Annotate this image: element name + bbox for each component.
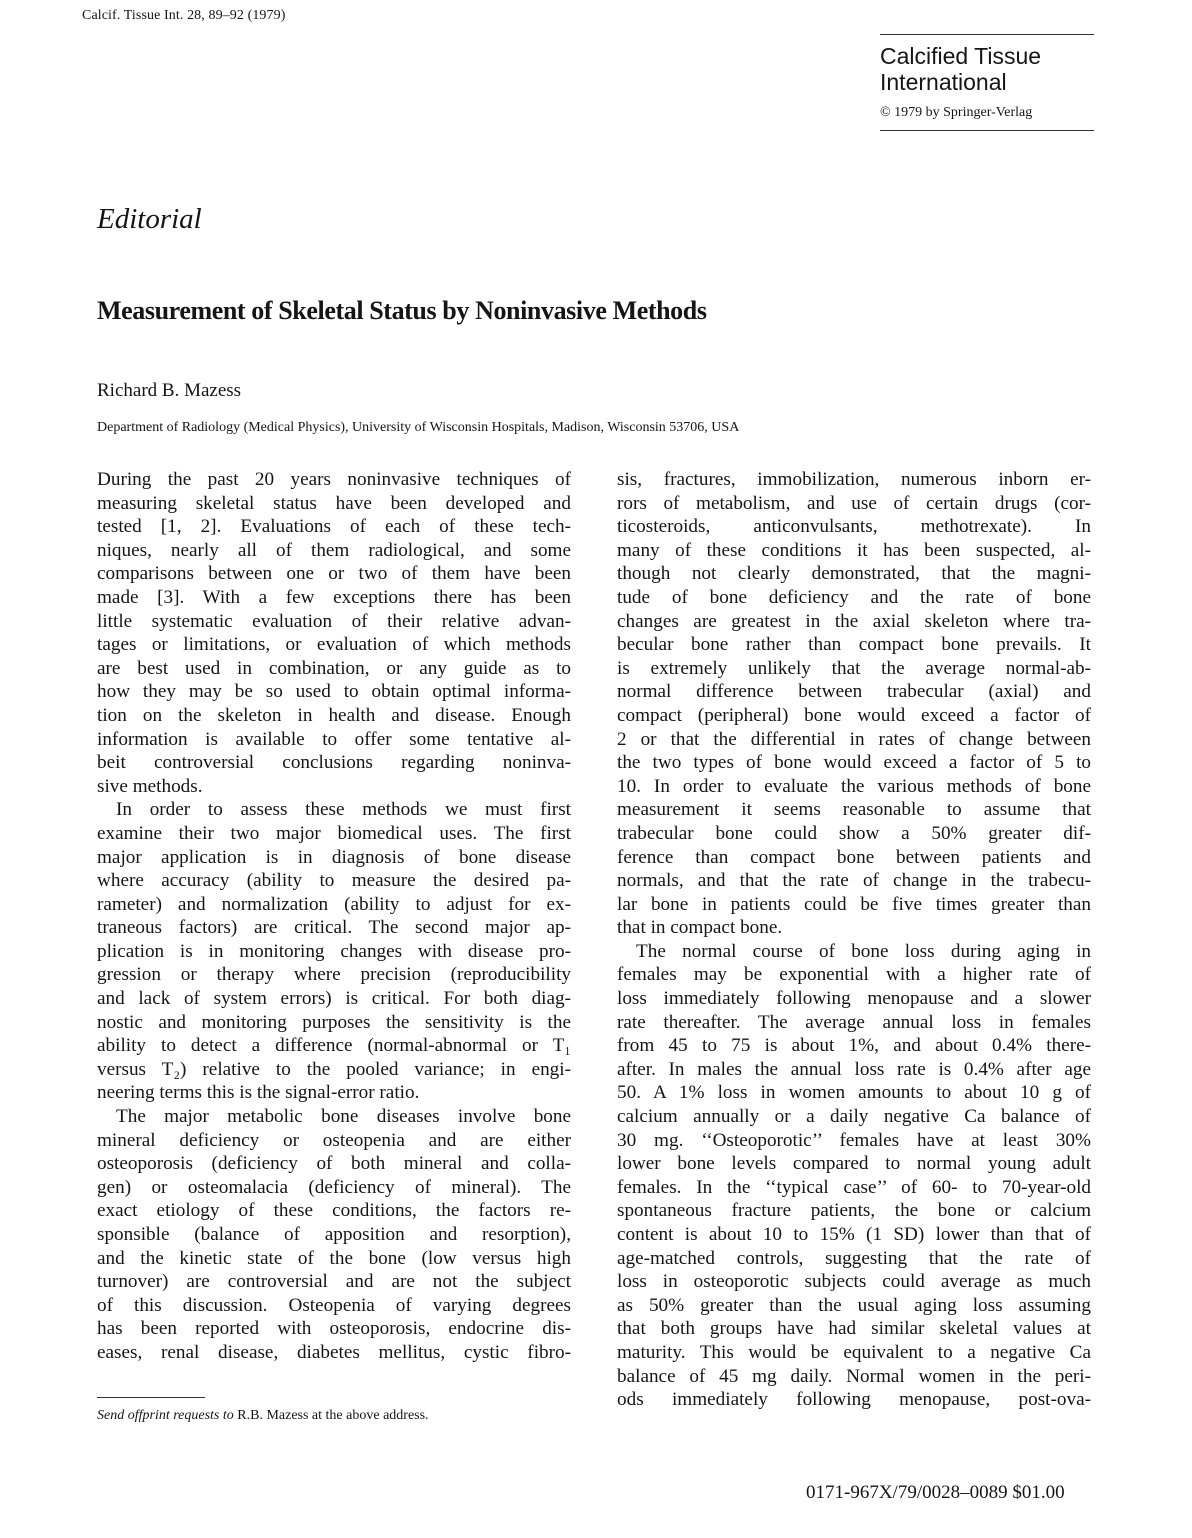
text-line: major application is in diagnosis of bone disease xyxy=(97,846,571,868)
text-line: osteoporosis (deficiency of both mineral and colla- xyxy=(97,1153,571,1175)
text-line: spontaneous fracture patients, the bone or calcium xyxy=(617,1200,1091,1222)
text-line: how they may be so used to obtain optimal informa- xyxy=(97,681,571,703)
text-line: lar bone in patients could be five times greater than xyxy=(617,893,1091,915)
text-line: mineral deficiency or osteopenia and are either xyxy=(97,1129,571,1151)
section-label: Editorial xyxy=(97,203,202,235)
text-line: lower bone levels compared to normal young adult xyxy=(617,1153,1091,1175)
text-line: tude of bone deficiency and the rate of bone xyxy=(617,586,1091,608)
text-line: 10. In order to evaluate the various methods of bone xyxy=(617,775,1091,797)
text-line: that in compact bone. xyxy=(617,917,783,939)
text-line: loss in osteoporotic subjects could average as much xyxy=(617,1271,1091,1293)
footnote-italic: Send offprint requests to xyxy=(97,1408,234,1423)
text-line: females. In the ‘‘typical case’’ of 60- to 70-year-old xyxy=(617,1176,1091,1198)
text-line: compact (peripheral) bone would exceed a factor of xyxy=(617,704,1091,726)
text-line: made [3]. With a few exceptions there has been xyxy=(97,586,571,608)
text-line: though not clearly demonstrated, that the magni- xyxy=(617,563,1091,585)
text-line: nostic and monitoring purposes the sensitivity is the xyxy=(97,1011,571,1033)
text-line: sis, fractures, immobilization, numerous inborn er- xyxy=(617,469,1091,490)
text-line: plication is in monitoring changes with disease pro- xyxy=(97,940,571,962)
text-line: from 45 to 75 is about 1%, and about 0.4% there- xyxy=(617,1035,1091,1057)
text-line: The major metabolic bone diseases involve bone xyxy=(116,1106,571,1128)
text-line: During the past 20 years noninvasive techniques of xyxy=(97,469,571,490)
text-line: ticosteroids, anticonvulsants, methotrexate). In xyxy=(617,516,1091,538)
text-line: content is about 10 to 15% (1 SD) lower than that of xyxy=(617,1224,1091,1245)
text-line: normal difference between trabecular (axial) and xyxy=(617,681,1091,703)
text-line: rameter) and normalization (ability to adjust for ex- xyxy=(97,893,571,915)
text-line: 50. A 1% loss in women amounts to about 10 g of xyxy=(617,1082,1091,1104)
text-line: where accuracy (ability to measure the desired pa- xyxy=(97,870,571,892)
text-line: many of these conditions it has been suspected, al- xyxy=(617,539,1091,561)
text-line: gen) or osteomalacia (deficiency of mineral). The xyxy=(97,1176,571,1198)
text-line: tested [1, 2]. Evaluations of each of these tech- xyxy=(97,516,571,538)
text-line: turnover) are controversial and are not the subject xyxy=(97,1271,571,1293)
text-line: after. In males the annual loss rate is 0.4% after age xyxy=(617,1058,1091,1080)
text-line: normals, and that the rate of change in the trabecu- xyxy=(617,870,1091,892)
text-line: are best used in combination, or any guide as to xyxy=(97,657,571,679)
text-line: neering terms this is the signal-error ratio. xyxy=(97,1082,420,1104)
text-line: is extremely unlikely that the average normal-ab- xyxy=(617,657,1091,679)
price-code: 0171-967X/79/0028–0089 $01.00 xyxy=(806,1482,1065,1503)
text-line: gression or therapy where precision (reproducibility xyxy=(97,964,571,986)
text-line: traneous factors) are critical. The second major ap- xyxy=(97,917,571,939)
text-line: information is available to offer some tentative al- xyxy=(97,728,571,750)
text-line: that both groups have had similar skeletal values at xyxy=(617,1318,1091,1340)
text-line: rate thereafter. The average annual loss in females xyxy=(617,1011,1091,1033)
journal-name-line-2: International xyxy=(880,69,1007,95)
text-line: little systematic evaluation of their relative advan- xyxy=(97,610,571,632)
journal-citation: Calcif. Tissue Int. 28, 89–92 (1979) xyxy=(82,8,286,23)
text-line: examine their two major biomedical uses. The first xyxy=(97,822,571,844)
footnote-text: R.B. Mazess at the above address. xyxy=(233,1408,429,1423)
text-line: females may be exponential with a higher rate of xyxy=(617,964,1091,986)
journal-name-line-1: Calcified Tissue xyxy=(880,43,1042,69)
article-title: Measurement of Skeletal Status by Noninvasive Methods xyxy=(97,296,707,325)
text-line: 2 or that the differential in rates of change between xyxy=(617,728,1091,750)
text-line: has been reported with osteoporosis, endocrine dis- xyxy=(97,1318,571,1340)
text-line: sponsible (balance of apposition and resorption), xyxy=(97,1224,571,1245)
text-line: eases, renal disease, diabetes mellitus, cystic fibro- xyxy=(97,1341,571,1363)
text-line: changes are greatest in the axial skeleton where tra- xyxy=(617,610,1091,632)
text-line: 30 mg. ‘‘Osteoporotic’’ females have at least 30% xyxy=(617,1129,1091,1151)
journal-name xyxy=(880,43,1094,95)
text-line: the two types of bone would exceed a factor of 5 to xyxy=(617,752,1091,774)
text-line: niques, nearly all of them radiological, and some xyxy=(97,539,571,561)
journal-masthead xyxy=(880,34,1094,131)
text-line: measurement it seems reasonable to assume that xyxy=(617,799,1091,821)
text-line: In order to assess these methods we must first xyxy=(116,799,571,821)
text-line: age-matched controls, suggesting that the rate of xyxy=(617,1247,1091,1269)
copyright-notice: © 1979 by Springer-Verlag xyxy=(880,105,1033,120)
text-line: rors of metabolism, and use of certain drugs (cor- xyxy=(617,492,1091,514)
text-line: balance of 45 mg daily. Normal women in the peri- xyxy=(617,1365,1091,1387)
text-line: beit controversial conclusions regarding noninva- xyxy=(97,752,571,774)
text-line: maturity. This would be equivalent to a negative Ca xyxy=(617,1341,1091,1363)
text-line: exact etiology of these conditions, the factors re- xyxy=(97,1200,571,1222)
footnote-rule xyxy=(97,1397,205,1398)
text-line: comparisons between one or two of them have been xyxy=(97,563,571,585)
text-line: tion on the skeleton in health and disease. Enough xyxy=(97,704,571,726)
text-line: ference than compact bone between patients and xyxy=(617,846,1091,868)
body-column-left xyxy=(97,468,571,1365)
author-affiliation: Department of Radiology (Medical Physics), University of Wisconsin Hospitals, Madison, Wisconsin 53706, USA xyxy=(97,420,740,435)
text-line: trabecular bone could show a 50% greater dif- xyxy=(617,822,1091,844)
text-line: versus T₂) relative to the pooled variance; in engi- xyxy=(97,1058,571,1080)
body-column-right xyxy=(617,468,1091,1412)
author-name: Richard B. Mazess xyxy=(97,380,242,401)
text-line: sive methods. xyxy=(97,775,203,797)
text-line: measuring skeletal status have been developed and xyxy=(97,492,571,514)
footnote xyxy=(97,1408,429,1424)
text-line: of this discussion. Osteopenia of varying degrees xyxy=(97,1294,571,1316)
text-line: tages or limitations, or evaluation of which methods xyxy=(97,634,571,656)
text-line: as 50% greater than the usual aging loss assuming xyxy=(617,1294,1091,1316)
text-line: becular bone rather than compact bone prevails. It xyxy=(617,634,1091,656)
text-line: calcium annually or a daily negative Ca balance of xyxy=(617,1106,1091,1128)
text-line: ability to detect a difference (normal-abnormal or T₁ xyxy=(97,1035,571,1057)
text-line: loss immediately following menopause and a slower xyxy=(617,988,1091,1010)
text-line: The normal course of bone loss during aging in xyxy=(636,940,1091,962)
text-line: and lack of system errors) is critical. For both diag- xyxy=(97,988,571,1010)
text-line: ods immediately following menopause, post-ova- xyxy=(617,1389,1091,1411)
text-line: and the kinetic state of the bone (low versus high xyxy=(97,1247,571,1269)
masthead-bottom-rule xyxy=(880,130,1094,131)
masthead-top-rule xyxy=(880,34,1094,35)
